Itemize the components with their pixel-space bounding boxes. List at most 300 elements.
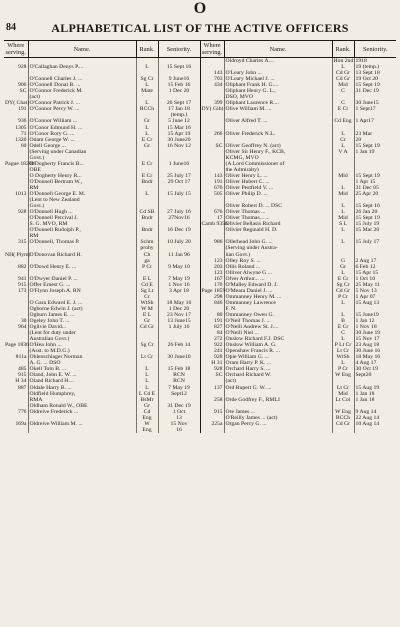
seniority-cell: 17 Jan 18 [158,106,200,112]
seniority-cell: 26 Feb 14 [158,342,200,348]
rank-cell: L [136,64,158,70]
rank-cell: Cd Gr [332,76,354,82]
officer-name-cell: (Serving under Canadian [28,149,136,155]
rank-cell: L [332,360,354,366]
rank-cell: Ch [136,252,158,258]
rank-cell: L [136,378,158,384]
rank-cell: Sg Cr [136,342,158,348]
officer-name-cell: O'Donnell George E. M. [28,191,136,197]
where-serving-cell [200,427,224,433]
seniority-cell: 15 Apr 15 [354,270,396,276]
where-serving-cell: 936 [17,118,27,125]
where-serving-cell: 191 [200,318,224,324]
officer-name-cell: Orde Godfrey F., RMLI [224,397,332,403]
officer-name-cell: O'Neil Thomas J. ... [224,318,332,324]
col-seniority: Seniority. [158,41,200,58]
where-serving-cell: Camb 935b [201,221,228,228]
officer-list [4,40,396,624]
where-serving-cell: 928 [200,354,224,360]
where-serving-cell: 60 [20,142,27,149]
seniority-cell: 1 July 16 [158,324,200,330]
officer-name-cell: O'Donnell Hugh ... [28,209,136,215]
officer-name-cell: Oliver Philip D. ... [224,191,332,197]
col-seniority-2: Seniority. [354,41,396,58]
officer-name-cell: Oldroyd Charles A.... [224,58,332,65]
officer-name-cell: Olley Roy S. ... [224,258,332,264]
seniority-cell: 31 Dec 19 [158,403,200,409]
seniority-cell: 9 May 10 [158,264,200,270]
seniority-cell: 15 Aug 13 [354,300,396,306]
seniority-cell: 30 Oct 19 [354,366,396,372]
officer-name-cell: O'Leary Michael J. ... [224,76,332,82]
seniority-cell: 5 June 12 [158,118,200,124]
seniority-cell: 16 Dec 19 [158,227,200,233]
seniority-cell: 10 Aug 14 [354,421,396,427]
col-name: Name. [28,41,136,58]
where-serving-cell: H 34 [15,378,27,385]
rank-cell: E Cr [136,137,158,143]
seniority-cell: Sept12 [158,391,200,397]
rank-cell: Hon 2nd [333,58,354,64]
seniority-cell: 25 Apr 20 [354,191,396,197]
rank-cell: L [332,209,354,215]
col-name-2: Name. [224,41,332,58]
seniority-cell: 15 Sept 19 [354,143,396,149]
seniority-cell: 1 Apr 15 [354,179,396,185]
rank-cell: Mid [332,191,354,197]
rank-cell: L [332,300,354,306]
rank-cell: L [136,131,158,137]
seniority-cell: 15 Feb 16 [158,82,200,88]
where-serving-cell: 203 [200,264,224,270]
rank-cell: W Eng [332,409,354,415]
rank-cell: V A [332,149,354,155]
where-serving-cell: 906 [17,82,27,89]
rank-cell: L [136,191,158,197]
where-serving-cell: 922 [200,342,224,348]
col-rank: Rank. [136,41,158,58]
officer-name-cell: Oliphant Henry G. L., [224,88,332,94]
where-serving-cell: 258 [200,397,224,403]
rank-cell: Bndr [136,179,158,185]
seniority-cell: 1 June16 [158,161,200,167]
officer-name-cell: Ollis Roland ... [224,264,332,270]
rank-cell: L [332,131,354,137]
where-serving-cell: 1305 [15,124,27,131]
seniority-cell: 30 June20 [158,137,200,143]
rank-cell: P Cr [136,264,158,270]
where-serving-cell: 986 [200,239,224,245]
where-serving-cell: 71 [20,130,27,137]
officer-name-cell: Odell George ... [28,143,136,149]
seniority-cell: 9 June16 [158,76,200,82]
seniority-cell: 26 Jan 20 [354,209,396,215]
officer-name-cell: OBE [28,167,136,173]
where-serving-cell: 703 [200,76,224,82]
officer-name-cell: (Serving under Austra- [224,245,332,251]
officer-name-cell: RM [28,185,136,191]
where-serving-cell: 169a [15,420,27,427]
col-rank-2: Rank. [332,41,354,58]
where-serving-cell: 485 [17,366,27,373]
rank-cell: Cd Gr [332,421,354,427]
where-serving-cell: 170 [200,282,224,288]
where-serving-cell: 298 [200,294,224,300]
officer-name-cell: Ogborne Edwin J. (act) [28,306,136,312]
officer-name-cell: lian Govt.) [224,252,332,258]
officer-name-cell: Ohlenschlager Norman [28,354,136,360]
where-serving-cell: 80 [200,312,224,318]
rank-cell: RCCh [136,106,158,112]
rank-cell: Gr [136,118,158,124]
rank-cell: ga [136,258,158,264]
where-serving-cell: 241 [200,348,224,354]
officer-name-cell: O'Dowd Henry E. ... [28,264,136,270]
officer-name-cell: Odam George W. ... [28,137,136,143]
seniority-cell: 2 Aug 17 [354,258,396,264]
where-serving-cell: 928 [17,64,27,71]
officer-name-cell: Oliver Hubert C. ... [224,179,332,185]
seniority-cell: 1 Apr 07 [354,294,396,300]
where-serving-cell: 882 [17,263,27,270]
officer-name-cell: Oram Harry P. K. ... [224,360,332,366]
where-serving-cell: NH( Plym) [5,251,31,258]
officer-name-cell: O'Dwyer Daniel P. ... [28,276,136,282]
where-serving-cell: 811a [15,354,27,361]
where-serving-cell: 143 [200,173,224,179]
seniority-cell: 22 Aug 14 [354,415,396,421]
rank-cell: W M [136,306,158,312]
officer-name-cell: Oldfield Humphrey, [28,391,136,397]
officer-name-cell: (Lent for duty under [28,330,136,336]
rank-cell: WtSh [332,354,354,360]
officer-name-cell: Oliver Thomas... ... [224,215,332,221]
where-serving-cell: 915 [200,409,224,415]
officer-name-cell: Orchard Richard W. [224,372,332,378]
rank-cell: BsMr [136,397,158,403]
officer-name-cell: Onslow William A. G. [224,342,332,348]
rank-cell: E L [136,276,158,282]
officer-name-cell: Ord Rupert G. W. ... [224,385,332,391]
rank-cell: L [332,64,354,70]
seniority-cell: 1 Apr17 [354,118,396,124]
officer-name-cell: O'Conor Edmund H. ... [28,125,136,131]
rank-cell: Sg Lt [136,288,158,294]
rank-cell: C [332,100,354,106]
seniority-cell: 23 Mar [354,131,396,137]
rank-cell: proby [136,245,158,251]
seniority-cell: 5 Nov 13 [354,288,396,294]
officer-name-cell: Ommanney Henry M. ... [224,294,332,300]
where-serving-cell: 123 [200,270,224,276]
rank-cell: C [332,88,354,94]
rank-cell: Gr [136,143,158,149]
rank-cell: Cd SB [136,209,158,215]
rank-cell: E Cr [332,106,354,112]
officer-name-cell: Oland, John E. W. ... [28,372,136,378]
seniority-cell: 1 Oct 10 [354,276,396,282]
rank-cell: Bndr [136,215,158,221]
officer-name-cell [28,427,136,433]
where-serving-cell: 399 [200,100,224,106]
where-serving-cell: 887 [17,384,27,391]
officer-name-cell: O'Donnell Percival J. [28,215,136,221]
rank-cell: C [332,330,354,336]
seniority-cell: 23 Nov 17 [158,312,200,318]
rank-cell: L [332,270,354,276]
seniority-cell: 15 Nov 17 [354,336,396,342]
seniority-cell: 15 Sept 19 [354,82,396,88]
rank-cell: L [136,125,158,131]
where-serving-cell: 846 [200,300,224,306]
rank-cell: Cd Gr [136,324,158,330]
rank-cell: L [332,336,354,342]
officer-name-cell: O'Reilly James ... (act) [224,415,332,421]
officer-name-cell: Ollerhead John G. ... [224,239,332,245]
seniority-cell: 13 June15 [158,318,200,324]
where-serving-cell: 928 [17,209,27,216]
where-serving-cell: 1320 [15,136,27,143]
officer-name-cell: Olivier Reginald H. D. [224,227,332,233]
seniority-cell: 19 Oct 20 [354,76,396,82]
officer-name-cell: Organ Percy G. ... [224,421,332,427]
rank-cell: Cd [136,409,158,415]
where-serving-cell: 266 [200,131,224,137]
officer-name-cell: Olver Arthur... ... [224,276,332,282]
officer-name-cell: O'Meara Daniel J. ... [224,288,332,294]
rank-cell: L [332,227,354,233]
seniority-cell: 11 Jan 96 [158,252,200,258]
where-serving-cell: 30 [20,318,27,325]
rank-cell: P Cr [332,366,354,372]
officer-name-cell: F. N. [224,306,332,312]
where-serving-cell: 941 [17,275,27,282]
seniority-cell: 31 Dec 19 [354,88,396,94]
officer-name-cell: Oliphant Frank H. G.... [224,82,332,88]
rank-cell: Gr [136,403,158,409]
officer-name-cell: (Lent to New Zealand [28,197,136,203]
officer-name-cell: RMA [28,397,136,403]
seniority-cell: 15 Sept 16 [354,203,396,209]
seniority-cell: 15 Mar 16 [158,125,200,131]
where-serving-cell: Page 1836 [5,342,29,349]
rank-cell: Bndr [136,227,158,233]
rank-cell: Gr [136,318,158,324]
seniority-cell: 1 Sept17 [354,106,396,112]
where-serving-cell: Page 1859 [201,287,226,294]
rank-cell: L [136,385,158,391]
where-serving-cell: 676 [200,209,224,215]
seniority-cell: 29 Oct 17 [158,179,200,185]
rank-cell: Cd Eng [332,118,354,124]
where-serving-cell: 167 [200,276,224,282]
officer-name-cell: O'Donovan Richard H. [28,252,136,258]
seniority-cell: 30 June 16 [354,348,396,354]
where-serving-cell: 225a [200,421,224,427]
where-serving-cell: 776 [17,408,27,415]
seniority-cell: 7 May 19 [158,385,200,391]
officer-name-cell: Ogilvie David... [28,324,136,330]
seniority-cell: 30 June10 [158,354,200,360]
officer-name-cell: Oldreive William M. ... [28,421,136,427]
officer-name-cell: (act) [224,378,332,384]
seniority-cell: 1 Jan 18 [354,397,396,403]
seniority-cell: 30 June 19 [354,330,396,336]
where-serving-cell: 191 [200,179,224,185]
rank-cell: E Cr [332,276,354,282]
rank-cell: W Eng [332,372,354,378]
officer-name-cell: O'Connor Frederick M. [28,88,136,94]
rank-cell: Mate [136,88,158,94]
rank-cell: L [136,366,158,372]
officer-name-cell: (A Lord Commissioner of [224,161,332,167]
where-serving-cell: 84 [200,330,224,336]
officer-name-cell: O'Conor Rory G. ... [28,131,136,137]
officer-name-cell: O'Dogherty Francis B... [28,161,136,167]
rank-cell: Eng [136,427,158,433]
where-serving-cell: Pague 1820b [5,160,35,167]
seniority-cell: 16 [158,427,200,433]
rank-cell: Cd Gr [332,70,354,76]
where-serving-cell: 434 [200,82,224,88]
where-serving-cell: H 31 [200,360,224,366]
rank-cell: Schm [136,239,158,245]
seniority-cell: 1 Dec 20 [158,88,200,94]
officer-name-cell: the Admiralty) [224,167,332,173]
officer-name-cell: Ommanney Lawrence [224,300,332,306]
officer-name-cell: Ore James ... [224,409,332,415]
section-letter: O [193,0,207,17]
col-where-serving-2: Where serving. [201,42,223,56]
seniority-cell: 20 [354,137,396,143]
officer-rows [4,58,396,433]
officer-name-cell: O'Connor William ... [28,118,136,124]
rank-cell: Lt Col [332,397,354,403]
officer-name-cell: Oliver Robert D. ... DSC [224,203,332,209]
where-serving-cell: 272 [200,336,224,342]
officer-name-cell: O'Flynn Joseph A. RN [28,288,136,294]
seniority-cell: 6 Feb 12 [354,264,396,270]
where-serving-cell: 1013 [15,191,27,198]
officer-name-cell: O Gara Edward E. J. ... [28,300,136,306]
seniority-cell: 1918 [354,58,396,65]
officer-name-cell: DSO, MVO [224,94,332,100]
rank-cell: L [332,203,354,209]
officer-name-cell: S. G. MVO, RM [28,221,136,227]
where-serving-cell: 928 [200,366,224,372]
where-serving-cell [4,427,28,433]
officer-name-cell: Oldham Ronald W., OBE [28,403,136,409]
officer-name-cell: Orchard Harry S. ... [224,366,332,372]
officer-name-cell: Oldreive Frederick ... [28,409,136,415]
officer-name-cell: Oliver Geoffrey N. (act) [224,143,332,149]
rank-cell: E L [136,312,158,318]
table-row [4,427,396,433]
seniority-cell: 25 May 11 [354,282,396,288]
seniority-cell: 15 Aug 19 [354,385,396,391]
seniority-cell: RCN [158,378,200,384]
seniority-cell: 10 July 20 [158,239,200,245]
column-header-row [4,41,396,58]
where-serving-cell: 964 [17,324,27,331]
seniority-cell: 7 May 19 [158,276,200,282]
where-serving-cell: 143 [200,70,224,76]
seniority-cell: 9 Aug 14 [354,409,396,415]
seniority-cell: (temp.) [158,112,200,118]
officer-name-cell: Govt.) [28,203,136,209]
officer-name-cell: Oliver Henry L. ... [224,173,332,179]
officer-name-cell: Oland Richard H.... [28,378,136,384]
seniority-cell: 15 Mar 20 [354,227,396,233]
officer-name-cell: Onslow Richard F.J. DSC [224,336,332,342]
officer-name-cell: Offer Ernest G. ... [28,282,136,288]
seniority-cell: 26 Sept 17 [158,100,200,106]
rank-cell: Mid [332,173,354,179]
seniority-cell: 15 Apr 19 [158,131,200,137]
seniority-cell: 1 Nov 18 [354,324,396,330]
rank-cell: B [332,318,354,324]
seniority-cell: 15 Sept 19 [354,173,396,179]
seniority-cell: 15 Sept 16 [158,64,200,70]
seniority-cell [354,427,396,433]
page-header [0,0,400,40]
where-serving-cell: 915 [17,372,27,379]
officer-name-cell: O'Neill Niel ... [224,330,332,336]
officer-name-cell: Oliver Thomas ... [224,209,332,215]
officer-name-cell: Oliver Alfred T. ... [224,118,332,124]
rank-cell: RCCh [332,415,354,421]
rank-cell: Mid [332,215,354,221]
seniority-cell: 25 July 17 [158,173,200,179]
officer-name-cell: Opie William G. ... [224,354,332,360]
where-serving-cell: 17 [200,215,224,221]
seniority-cell: 18 May 16 [158,300,200,306]
where-serving-cell: SC [19,88,27,95]
officer-name-cell: Olliver Alwyne G ... [224,270,332,276]
seniority-cell: 1 Nov 16 [158,282,200,288]
officer-name-cell: O'Connor Patrick J. ... [28,100,136,106]
seniority-cell: 15 July 17 [354,239,396,245]
rank-cell: WtSh [136,300,158,306]
seniority-cell: 1 Dec 20 [158,306,200,312]
officer-name-cell: O'Malley Edward D. J. [224,282,332,288]
rank-cell: Eng [136,415,158,421]
officer-name-cell: Oliver Frederick N.L. [224,131,332,137]
officer-name-cell: Olive William M. ... [224,106,332,112]
where-serving-cell: 676 [200,185,224,191]
where-serving-cell: 915 [17,281,27,288]
rank-cell: Lt Cr [332,385,354,391]
seniority-cell: 1 Jan 19 [354,149,396,155]
rank-cell: P Cr [332,294,354,300]
rank-cell: Lt Cr [136,354,158,360]
rank-cell: L Cd E [136,391,158,397]
where-serving-cell: 827 [200,324,224,330]
rank-cell: L [136,372,158,378]
officer-name-cell: Ogeley John T. ... [28,318,136,324]
rank-cell: Lt Cr [332,348,354,354]
seniority-cell: 15 Nov [158,421,200,427]
seniority-cell: 15 July 15 [158,191,200,197]
seniority-cell: 1 Jan 12 [354,318,396,324]
rank-cell: Sg Cr [332,282,354,288]
officer-name-cell: O'Donnell, Thomas P. [28,239,136,245]
seniority-cell: Sept20 [354,372,396,378]
officer-name-cell: (Asst. to M.D.G.) [28,348,136,354]
officer-name-cell: O'Neill Andrew St. J.... [224,324,332,330]
officer-name-cell: O'Callaghan Denys P.... [28,64,136,70]
officer-name-cell: O'Hea John ... [28,342,136,348]
